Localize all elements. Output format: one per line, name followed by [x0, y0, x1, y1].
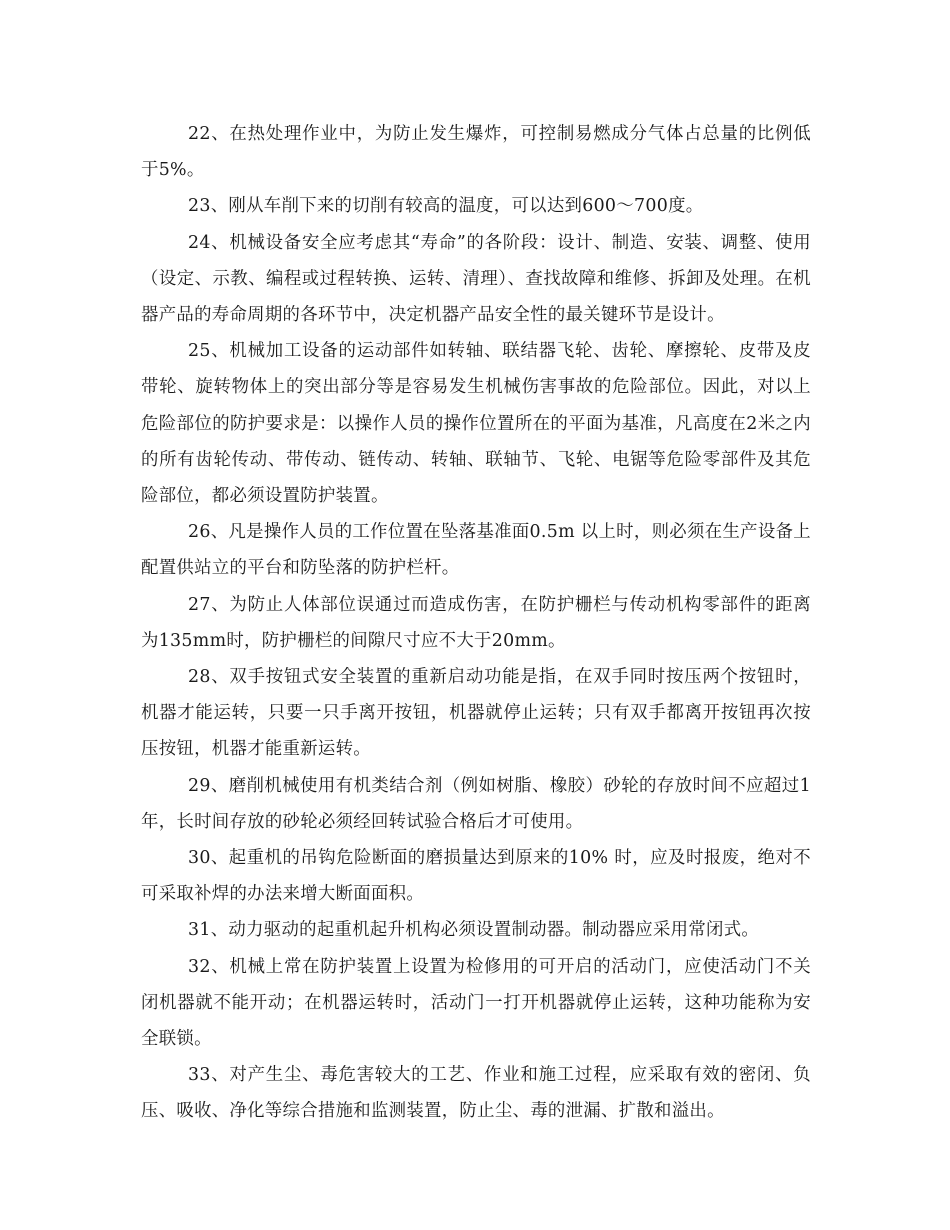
- document-body: [141, 116, 811, 1130]
- paragraph-29: 29、磨削机械使用有机类结合剂（例如树脂、橡胶）砂轮的存放时间不应超过1年，长时间存放的砂轮必须经回转试验合格后才可使用。: [141, 775, 811, 832]
- paragraph-28: 28、双手按钮式安全装置的重新启动功能是指，在双手同时按压两个按钮时，机器才能运转，只要一只手离开按钮，机器就停止运转；只有双手都离开按钮再次按压按钮，机器才能重新运转。: [141, 667, 811, 760]
- paragraph-22: 22、在热处理作业中，为防止发生爆炸，可控制易燃成分气体占总量的比例低于5%。: [141, 124, 811, 181]
- paragraph-24: 24、机械设备安全应考虑其“寿命”的各阶段：设计、制造、安装、调整、使用（设定、示教、编程或过程转换、运转、清理）、查找故障和维修、拆卸及处理。在机器产品的寿命周期的各环节中，决定机器产品安全性的最关键环节是设计。: [141, 232, 811, 326]
- paragraph-27: 27、为防止人体部位误通过而造成伤害，在防护栅栏与传动机构零部件的距离为135mm时，防护栅栏的间隙尺寸应不大于20mm。: [141, 594, 811, 651]
- paragraph-23: 23、刚从车削下来的切削有较高的温度，可以达到600～700度。: [187, 196, 704, 217]
- paragraph-25: 25、机械加工设备的运动部件如转轴、联结器飞轮、齿轮、摩擦轮、皮带及皮带轮、旋转物体上的突出部分等是容易发生机械伤害事故的危险部位。因此，对以上危险部位的防护要求是：以操作人员的操作位置所在的平面为基准，凡高度在2米之内的所有齿轮传动、带传动、链传动、转轴、联轴节、飞轮、电锯等危险零部件及其危险部位，都必须设置防护装置。: [141, 341, 811, 507]
- paragraph-30: 30、起重机的吊钩危险断面的磨损量达到原来的10% 时，应及时报废，绝对不可采取补焊的办法来增大断面面积。: [141, 848, 811, 905]
- paragraph-32: 32、机械上常在防护装置上设置为检修用的可开启的活动门，应使活动门不关闭机器就不能开动；在机器运转时，活动门一打开机器就停止运转，这种功能称为安全联锁。: [141, 956, 811, 1050]
- paragraph-26: 26、凡是操作人员的工作位置在坠落基准面0.5m 以上时，则必须在生产设备上配置供站立的平台和防坠落的防护栏杆。: [141, 522, 811, 579]
- paragraph-33: 33、对产生尘、毒危害较大的工艺、作业和施工过程，应采取有效的密闭、负压、吸收、净化等综合措施和监测装置，防止尘、毒的泄漏、扩散和溢出。: [141, 1065, 811, 1122]
- paragraph-31: 31、动力驱动的起重机起升机构必须设置制动器。制动器应采用常闭式。: [187, 920, 760, 941]
